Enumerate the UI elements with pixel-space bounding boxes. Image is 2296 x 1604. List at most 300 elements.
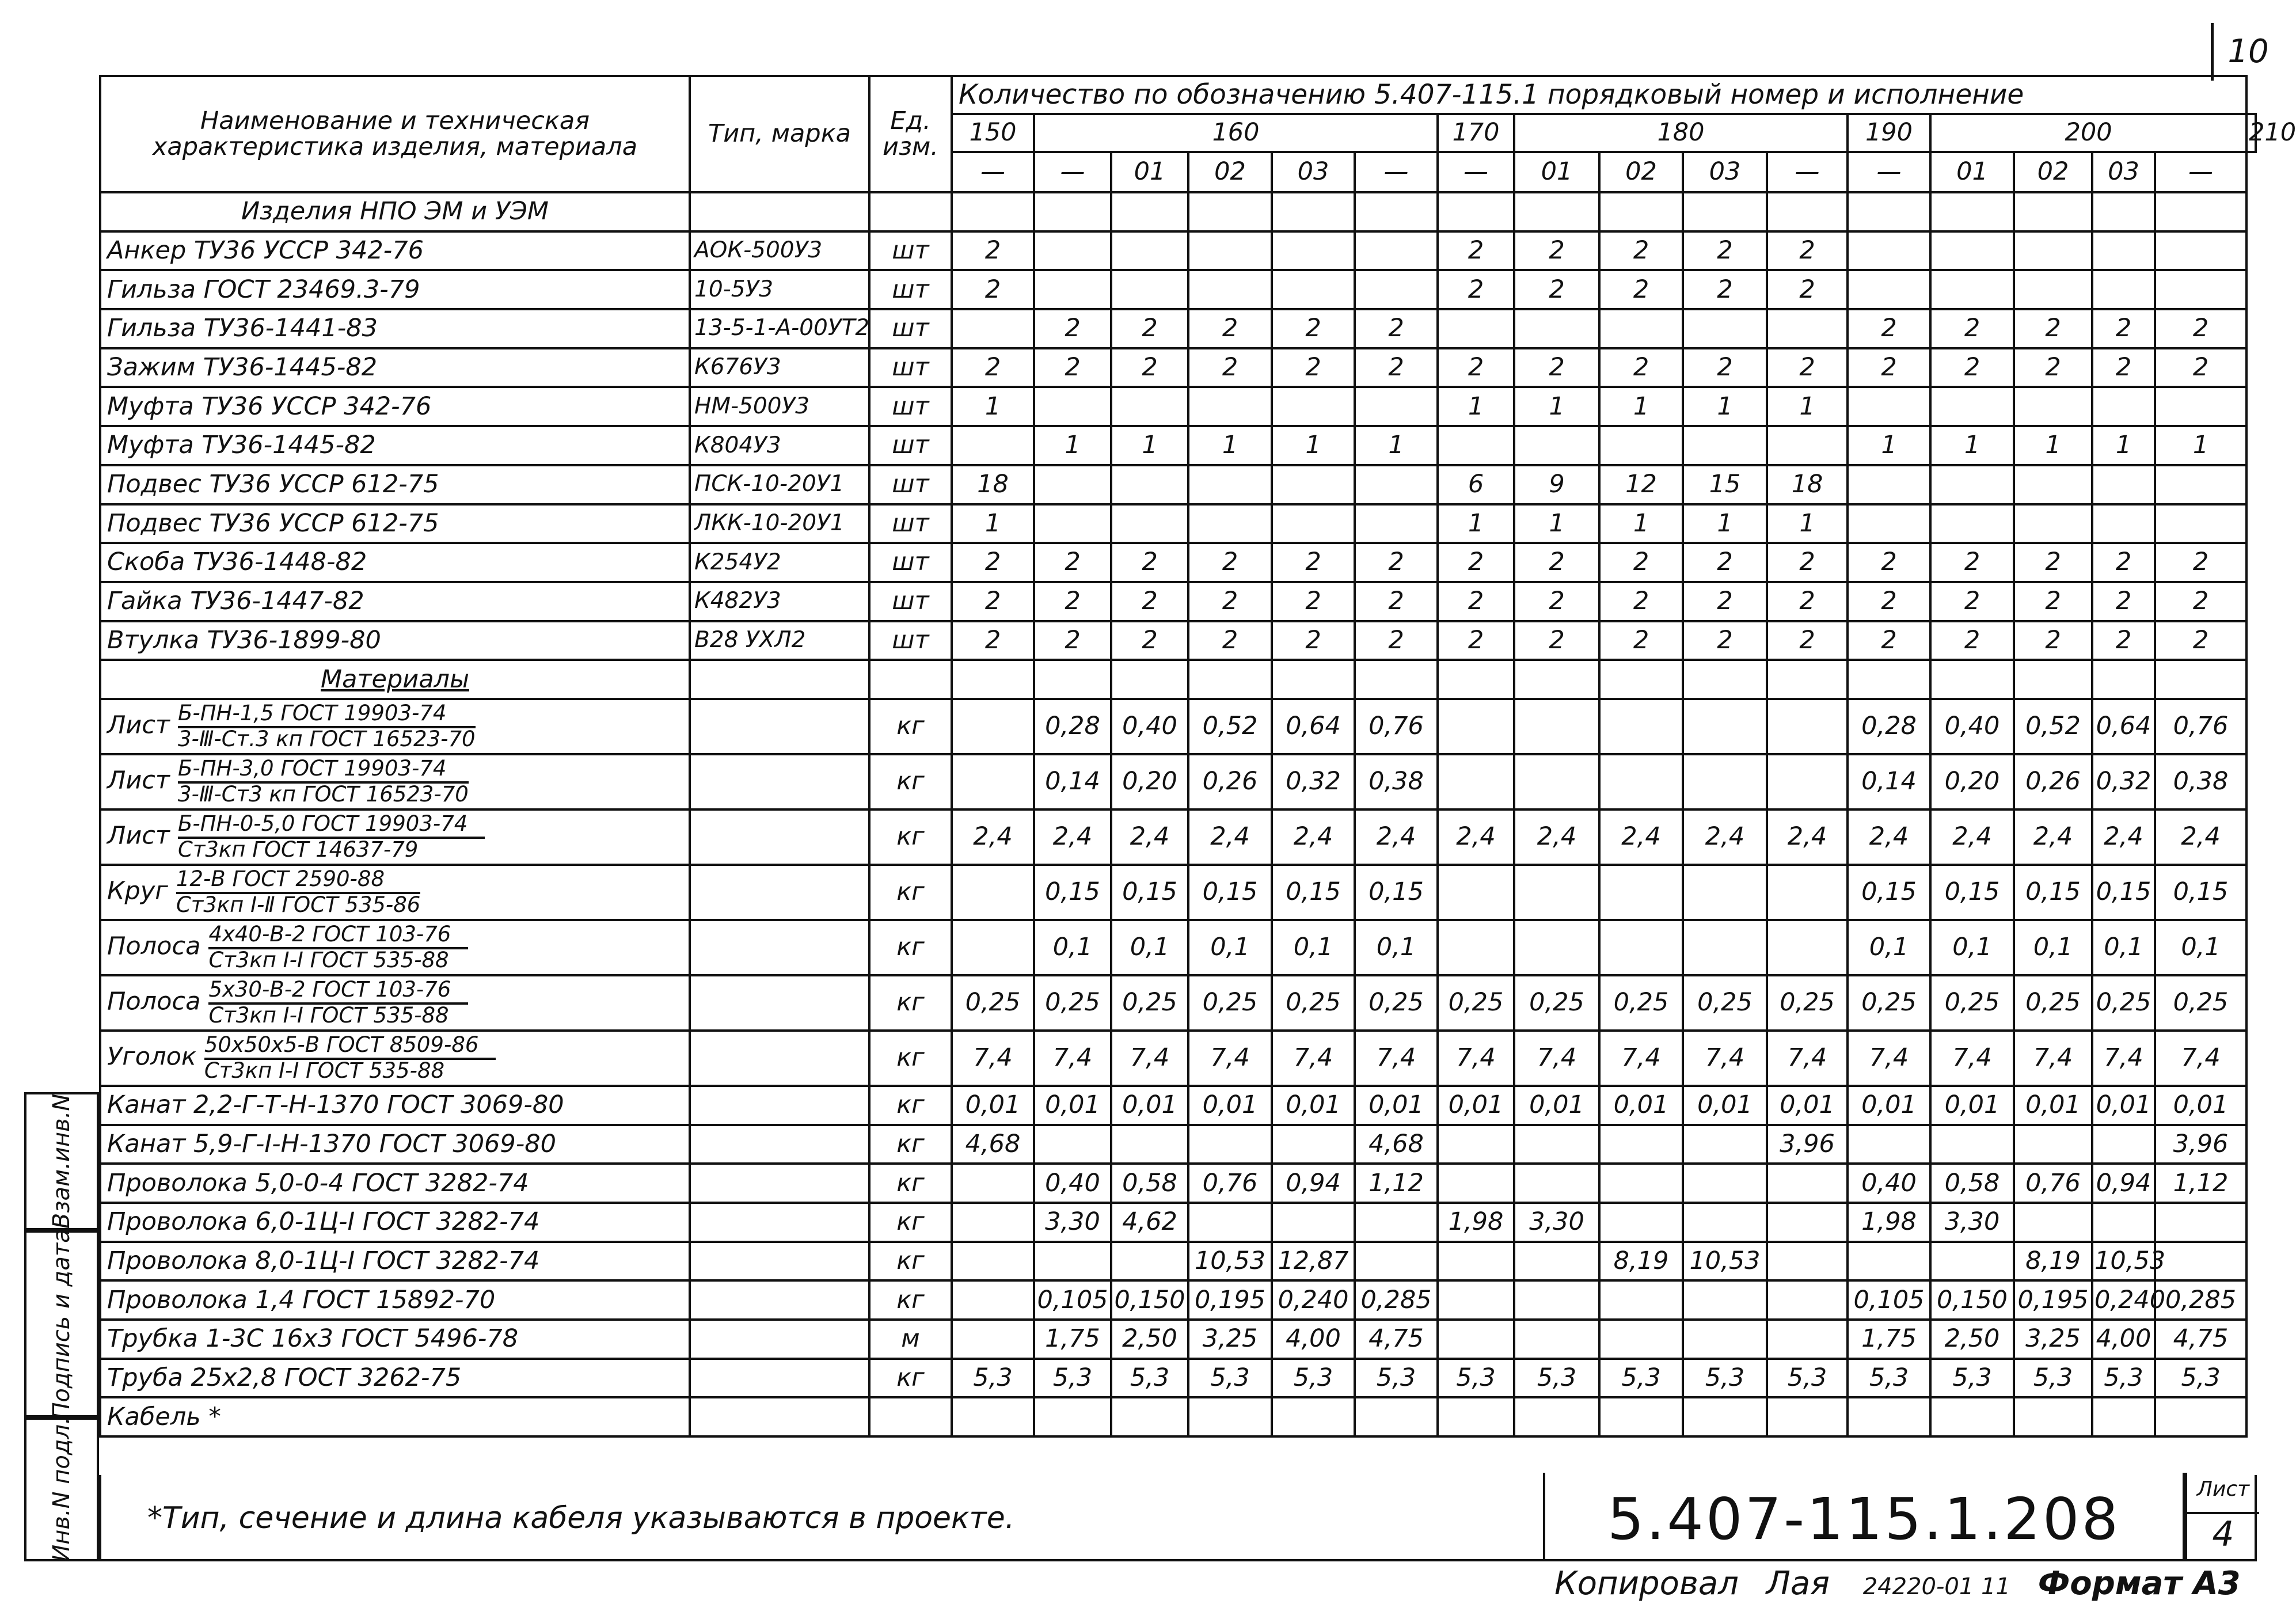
quantity-cell: 3,96 [1767, 1125, 1848, 1164]
variant-header: — [1767, 152, 1848, 192]
table-row [100, 1359, 2256, 1398]
quantity-cell: 10,53 [2092, 1242, 2155, 1281]
quantity-cell: 2,4 [2155, 809, 2246, 865]
quantity-cell [1438, 1125, 1514, 1164]
quantity-cell [1683, 699, 1767, 754]
variant-header: 03 [2092, 152, 2155, 192]
quantity-cell: 0,76 [2014, 1164, 2092, 1203]
quantity-cell: 0,01 [1272, 1086, 1355, 1125]
quantity-cell: 5,3 [2155, 1359, 2246, 1398]
material-spec-fraction [178, 758, 469, 806]
quantity-cell: 8,19 [2014, 1242, 2092, 1281]
group-header: 180 [1514, 114, 1848, 152]
quantity-cell: 0,15 [2092, 865, 2155, 920]
section-row [100, 660, 2256, 699]
variant-header: 03 [1683, 152, 1767, 192]
quantity-cell: 4,00 [2092, 1320, 2155, 1359]
quantity-cell: 2 [1848, 309, 1930, 348]
quantity-cell: 1 [1767, 387, 1848, 426]
table-row [100, 621, 2256, 660]
quantity-cell: 2,4 [2092, 809, 2155, 865]
material-spec-numerator: 5х30-В-2 ГОСТ 103-76 [208, 979, 468, 1005]
quantity-cell: 2 [1767, 270, 1848, 309]
quantity-cell: 0,01 [1848, 1086, 1930, 1125]
quantity-cell: 2 [1034, 621, 1111, 660]
item-unit: шт [869, 387, 952, 426]
quantity-cell [1599, 865, 1683, 920]
material-type [690, 1242, 869, 1281]
quantity-cell: 2 [2092, 582, 2155, 621]
material-spec-numerator: Б-ПН-0-5,0 ГОСТ 19903-74 [178, 813, 485, 839]
quantity-cell [1034, 1242, 1111, 1281]
quantity-cell [1848, 465, 1930, 504]
material-spec-denominator: 3-Ⅲ-Ст.3 кп ГОСТ 16523-70 [177, 726, 476, 751]
quantity-cell [1034, 270, 1111, 309]
quantity-cell: 0,150 [1111, 1280, 1188, 1320]
material-spec-denominator: Ст3кп ГОСТ 14637-79 [177, 837, 419, 862]
quantity-cell [1438, 920, 1514, 975]
quantity-cell: 9 [1514, 465, 1599, 504]
quantity-cell [2014, 1203, 2092, 1242]
variant-header: 02 [1599, 152, 1683, 192]
material-unit: кг [869, 1242, 952, 1281]
table-row [100, 231, 2256, 271]
quantity-cell: 0,1 [1930, 920, 2014, 975]
item-name: Анкер ТУ36 УССР 342-76 [100, 231, 690, 271]
quantity-cell: 0,15 [1355, 865, 1438, 920]
quantity-cell [1930, 270, 2014, 309]
item-type: К254У2 [690, 543, 869, 582]
quantity-cell: 7,4 [2155, 1031, 2246, 1086]
quantity-cell: 0,25 [1438, 975, 1514, 1031]
quantity-cell: 2,4 [1034, 809, 1111, 865]
quantity-cell [2155, 504, 2246, 543]
quantity-cell: 15 [1683, 465, 1767, 504]
quantity-cell: 2 [2092, 348, 2155, 387]
quantity-cell [1272, 1397, 1355, 1436]
material-name: Трубка 1-3С 16х3 ГОСТ 5496-78 [107, 1324, 519, 1354]
table-row [100, 1320, 2256, 1359]
side-stamp-signature: Подпись и дата [24, 1230, 99, 1417]
quantity-cell [1767, 1164, 1848, 1203]
quantity-cell [2092, 231, 2155, 271]
table-row [100, 1280, 2256, 1320]
quantity-cell [1111, 1125, 1188, 1164]
quantity-cell: 0,40 [1848, 1164, 1930, 1203]
quantity-cell [952, 309, 1034, 348]
quantity-cell [1848, 1125, 1930, 1164]
item-unit: шт [869, 621, 952, 660]
quantity-cell [1438, 1280, 1514, 1320]
quantity-cell [2155, 1397, 2246, 1436]
material-type [690, 1125, 869, 1164]
quantity-cell [1111, 1397, 1188, 1436]
quantity-cell: 2 [952, 348, 1034, 387]
quantity-cell: 2 [1599, 543, 1683, 582]
material-name: Уголок [107, 1042, 196, 1071]
quantity-cell: 0,25 [1111, 975, 1188, 1031]
quantity-cell [1599, 1320, 1683, 1359]
table-row [100, 387, 2256, 426]
quantity-cell: 0,1 [1111, 920, 1188, 975]
quantity-cell: 2 [1438, 270, 1514, 309]
material-spec-fraction [204, 1034, 496, 1082]
quantity-cell: 0,26 [2014, 754, 2092, 809]
quantity-cell: 0,94 [1272, 1164, 1355, 1203]
quantity-cell: 7,4 [1848, 1031, 1930, 1086]
quantity-cell: 1 [2014, 426, 2092, 465]
material-unit: кг [869, 1086, 952, 1125]
quantity-cell: 1 [1188, 426, 1272, 465]
quantity-cell: 7,4 [2092, 1031, 2155, 1086]
quantity-cell [2014, 270, 2092, 309]
quantity-cell: 2 [1272, 621, 1355, 660]
quantity-cell [1438, 1397, 1514, 1436]
material-type [690, 1397, 869, 1436]
material-spec-denominator: Ст3кп Ⅰ-Ⅰ ГОСТ 535-88 [208, 1002, 449, 1028]
variant-header: 01 [1111, 152, 1188, 192]
quantity-cell [1514, 1164, 1599, 1203]
material-spec-numerator: Б-ПН-3,0 ГОСТ 19903-74 [178, 758, 469, 784]
quantity-cell: 2 [1514, 543, 1599, 582]
group-header: 210 [2246, 114, 2256, 152]
quantity-cell: 5,3 [1930, 1359, 2014, 1398]
quantity-cell: 7,4 [1514, 1031, 1599, 1086]
material-name-cell [100, 920, 690, 975]
quantity-cell: 0,1 [1848, 920, 1930, 975]
quantity-cell: 5,3 [1111, 1359, 1188, 1398]
quantity-cell: 0,38 [2155, 754, 2246, 809]
quantity-cell [1272, 1125, 1355, 1164]
quantity-cell [1930, 504, 2014, 543]
quantity-cell: 2,4 [1188, 809, 1272, 865]
quantity-cell: 2 [1034, 348, 1111, 387]
material-unit: кг [869, 754, 952, 809]
quantity-cell [1355, 504, 1438, 543]
quantity-cell: 2 [952, 231, 1034, 271]
quantity-cell: 0,20 [1930, 754, 2014, 809]
quantity-cell: 2 [1034, 582, 1111, 621]
material-spec-numerator: 12-В ГОСТ 2590-88 [176, 868, 420, 894]
quantity-cell: 5,3 [1599, 1359, 1683, 1398]
quantity-cell: 4,68 [1355, 1125, 1438, 1164]
quantity-cell: 5,3 [1355, 1359, 1438, 1398]
material-name: Проволока 1,4 ГОСТ 15892-70 [107, 1285, 496, 1314]
item-name: Подвес ТУ36 УССР 612-75 [100, 465, 690, 504]
quantity-cell [952, 865, 1034, 920]
quantity-cell: 2 [952, 270, 1034, 309]
quantity-cell: 2 [1355, 582, 1438, 621]
quantity-cell: 1 [1355, 426, 1438, 465]
table-row [100, 1125, 2256, 1164]
material-spec-denominator: Ст3кп Ⅰ-Ⅰ ГОСТ 535-88 [204, 1058, 445, 1083]
quantity-cell [1683, 1320, 1767, 1359]
quantity-cell: 2 [1599, 231, 1683, 271]
quantity-cell: 0,195 [1188, 1280, 1272, 1320]
quantity-cell [1188, 1397, 1272, 1436]
material-spec-fraction [208, 979, 468, 1027]
quantity-cell: 2 [1767, 582, 1848, 621]
quantity-cell: 2 [1272, 348, 1355, 387]
material-type [690, 1280, 869, 1320]
quantity-cell: 0,15 [1188, 865, 1272, 920]
quantity-cell: 7,4 [1599, 1031, 1683, 1086]
header-type: Тип, марка [690, 76, 869, 192]
item-name: Зажим ТУ36-1445-82 [100, 348, 690, 387]
side-stamp-inventory: Инв.N подл. [24, 1417, 99, 1561]
quantity-cell: 2 [1438, 543, 1514, 582]
quantity-cell: 5,3 [1188, 1359, 1272, 1398]
quantity-cell: 2 [1848, 543, 1930, 582]
material-name-cell [100, 1242, 690, 1281]
quantity-cell: 2 [1848, 621, 1930, 660]
quantity-cell: 0,25 [2092, 975, 2155, 1031]
table-row [100, 1164, 2256, 1203]
material-spec-denominator: 3-Ⅲ-Ст3 кп ГОСТ 16523-70 [177, 781, 469, 807]
quantity-cell: 2,50 [1111, 1320, 1188, 1359]
table-row [100, 270, 2256, 309]
quantity-cell: 0,240 [1272, 1280, 1355, 1320]
quantity-cell [1034, 1125, 1111, 1164]
quantity-cell: 2 [1355, 348, 1438, 387]
quantity-cell: 2,4 [1767, 809, 1848, 865]
quantity-cell: 0,01 [952, 1086, 1034, 1125]
quantity-cell: 2 [1930, 621, 2014, 660]
section-title: Изделия НПО ЭМ и УЭМ [100, 192, 690, 231]
item-type: АОК-500У3 [690, 231, 869, 271]
material-unit: кг [869, 699, 952, 754]
quantity-cell: 0,105 [1034, 1280, 1111, 1320]
quantity-cell [1034, 504, 1111, 543]
quantity-cell: 2,4 [1514, 809, 1599, 865]
quantity-cell [2092, 1397, 2155, 1436]
table-row [100, 920, 2256, 975]
material-unit: кг [869, 1031, 952, 1086]
quantity-cell: 6 [1438, 465, 1514, 504]
quantity-cell: 0,64 [1272, 699, 1355, 754]
sheet-box [2185, 1473, 2259, 1561]
quantity-cell [1683, 1125, 1767, 1164]
quantity-cell: 4,68 [952, 1125, 1034, 1164]
quantity-cell: 0,15 [1272, 865, 1355, 920]
quantity-cell [1188, 387, 1272, 426]
quantity-cell: 2 [1767, 231, 1848, 271]
quantity-cell: 2 [1514, 621, 1599, 660]
quantity-cell [1930, 465, 2014, 504]
quantity-cell [952, 920, 1034, 975]
quantity-cell: 0,26 [1188, 754, 1272, 809]
material-name: Лист [107, 710, 170, 740]
quantity-cell: 2 [2014, 582, 2092, 621]
quantity-cell: 2 [1272, 309, 1355, 348]
quantity-cell [1599, 309, 1683, 348]
quantity-cell [1599, 1164, 1683, 1203]
material-type [690, 1086, 869, 1125]
quantity-cell: 1,12 [1355, 1164, 1438, 1203]
quantity-cell [1438, 1164, 1514, 1203]
quantity-cell [2155, 465, 2246, 504]
document-code: 5.407-115.1.208 [1607, 1485, 2121, 1553]
table-row [100, 1086, 2256, 1125]
quantity-cell: 0,01 [1599, 1086, 1683, 1125]
quantity-cell: 2 [1767, 543, 1848, 582]
quantity-cell [1767, 1203, 1848, 1242]
quantity-cell: 0,25 [1848, 975, 1930, 1031]
item-type: 13-5-1-А-00УТ2 [690, 309, 869, 348]
quantity-cell: 2 [1034, 543, 1111, 582]
item-unit: шт [869, 270, 952, 309]
quantity-cell: 1,75 [1848, 1320, 1930, 1359]
material-name: Канат 2,2-Г-Т-Н-1370 ГОСТ 3069-80 [107, 1090, 564, 1120]
item-unit: шт [869, 426, 952, 465]
material-name-cell [100, 1359, 690, 1398]
quantity-cell: 7,4 [1188, 1031, 1272, 1086]
quantity-cell [1514, 1397, 1599, 1436]
quantity-cell [1514, 699, 1599, 754]
quantity-cell: 0,1 [2155, 920, 2246, 975]
quantity-cell [1034, 1397, 1111, 1436]
quantity-cell: 2 [952, 621, 1034, 660]
quantity-cell: 0,52 [2014, 699, 2092, 754]
quantity-cell: 7,4 [952, 1031, 1034, 1086]
quantity-cell [1683, 754, 1767, 809]
quantity-cell: 3,96 [2155, 1125, 2246, 1164]
quantity-cell [1272, 465, 1355, 504]
quantity-cell: 7,4 [1111, 1031, 1188, 1086]
variant-header: 01 [1930, 152, 2014, 192]
quantity-cell: 0,25 [1034, 975, 1111, 1031]
group-header: 160 [1034, 114, 1438, 152]
quantity-cell: 2,4 [1848, 809, 1930, 865]
quantity-cell: 2 [1848, 582, 1930, 621]
variant-header: — [1438, 152, 1514, 192]
quantity-cell: 0,195 [2014, 1280, 2092, 1320]
quantity-cell: 2 [2092, 309, 2155, 348]
quantity-cell: 10,53 [1188, 1242, 1272, 1281]
quantity-cell: 1,98 [1438, 1203, 1514, 1242]
quantity-cell: 2 [1767, 348, 1848, 387]
quantity-cell [2092, 387, 2155, 426]
material-name-cell [100, 809, 690, 865]
header-quantity-title: Количество по обозначению 5.407-115.1 порядковый номер и исполнение [952, 76, 2246, 114]
quantity-cell: 4,00 [1272, 1320, 1355, 1359]
table-row [100, 975, 2256, 1031]
quantity-cell: 3,30 [1514, 1203, 1599, 1242]
quantity-cell: 2 [952, 582, 1034, 621]
item-type: НМ-500У3 [690, 387, 869, 426]
material-name-cell [100, 1125, 690, 1164]
quantity-cell [2092, 1203, 2155, 1242]
quantity-cell [2014, 387, 2092, 426]
quantity-cell: 5,3 [2092, 1359, 2155, 1398]
quantity-cell: 2 [1188, 543, 1272, 582]
quantity-cell [1438, 865, 1514, 920]
quantity-cell: 2 [1438, 231, 1514, 271]
quantity-cell [1188, 504, 1272, 543]
material-name: Полоса [107, 932, 201, 961]
quantity-cell: 0,25 [1355, 975, 1438, 1031]
quantity-cell: 0,64 [2092, 699, 2155, 754]
quantity-cell: 2 [1111, 309, 1188, 348]
quantity-cell: 1 [1438, 504, 1514, 543]
quantity-cell [2092, 1125, 2155, 1164]
material-name: Лист [107, 821, 170, 850]
material-name-cell [100, 1320, 690, 1359]
material-spec-fraction [178, 702, 476, 751]
quantity-cell [1930, 387, 2014, 426]
material-name-cell [100, 1086, 690, 1125]
quantity-cell: 0,76 [1355, 699, 1438, 754]
quantity-cell: 7,4 [1438, 1031, 1514, 1086]
copier-signature: Лая [1766, 1565, 1830, 1602]
item-name: Муфта ТУ36 УССР 342-76 [100, 387, 690, 426]
quantity-cell: 2 [1683, 582, 1767, 621]
quantity-cell: 1 [1767, 504, 1848, 543]
quantity-cell [1272, 231, 1355, 271]
quantity-cell: 0,38 [1355, 754, 1438, 809]
quantity-cell: 2 [1272, 543, 1355, 582]
table-row [100, 465, 2256, 504]
quantity-cell: 2 [1111, 543, 1188, 582]
quantity-cell [1355, 387, 1438, 426]
material-type [690, 1164, 869, 1203]
material-unit: кг [869, 1359, 952, 1398]
material-name-cell [100, 1397, 690, 1436]
sheet-format: Формат А3 [2037, 1565, 2241, 1602]
quantity-cell: 0,01 [1438, 1086, 1514, 1125]
quantity-cell [1683, 1280, 1767, 1320]
material-type [690, 754, 869, 809]
quantity-cell: 2 [2092, 543, 2155, 582]
quantity-cell [1848, 231, 1930, 271]
quantity-cell: 5,3 [1848, 1359, 1930, 1398]
quantity-cell [952, 754, 1034, 809]
quantity-cell: 2 [1188, 348, 1272, 387]
material-name: Полоса [107, 987, 201, 1016]
quantity-cell [1848, 270, 1930, 309]
quantity-cell: 2 [1355, 543, 1438, 582]
quantity-cell: 4,75 [2155, 1320, 2246, 1359]
material-unit [869, 1397, 952, 1436]
quantity-cell: 2,4 [1930, 809, 2014, 865]
variant-header: — [952, 152, 1034, 192]
quantity-cell [1438, 426, 1514, 465]
item-unit: шт [869, 309, 952, 348]
quantity-cell: 2 [2014, 309, 2092, 348]
table-row [100, 1242, 2256, 1281]
quantity-cell: 1 [1599, 504, 1683, 543]
item-name: Втулка ТУ36-1899-80 [100, 621, 690, 660]
quantity-cell: 1 [1111, 426, 1188, 465]
quantity-cell [1767, 309, 1848, 348]
quantity-cell [1272, 1203, 1355, 1242]
quantity-cell: 2 [1514, 348, 1599, 387]
quantity-cell: 2 [1034, 309, 1111, 348]
group-header: 170 [1438, 114, 1514, 152]
quantity-cell: 0,01 [1930, 1086, 2014, 1125]
material-unit: кг [869, 920, 952, 975]
material-type [690, 865, 869, 920]
quantity-cell: 2 [1599, 348, 1683, 387]
material-name: Кабель * [107, 1402, 221, 1431]
quantity-cell: 1 [952, 387, 1034, 426]
quantity-cell: 2 [2155, 348, 2246, 387]
table-row [100, 754, 2256, 809]
quantity-cell: 2 [1188, 621, 1272, 660]
quantity-cell: 2,50 [1930, 1320, 2014, 1359]
quantity-cell [1930, 1397, 2014, 1436]
quantity-cell: 2 [1188, 582, 1272, 621]
